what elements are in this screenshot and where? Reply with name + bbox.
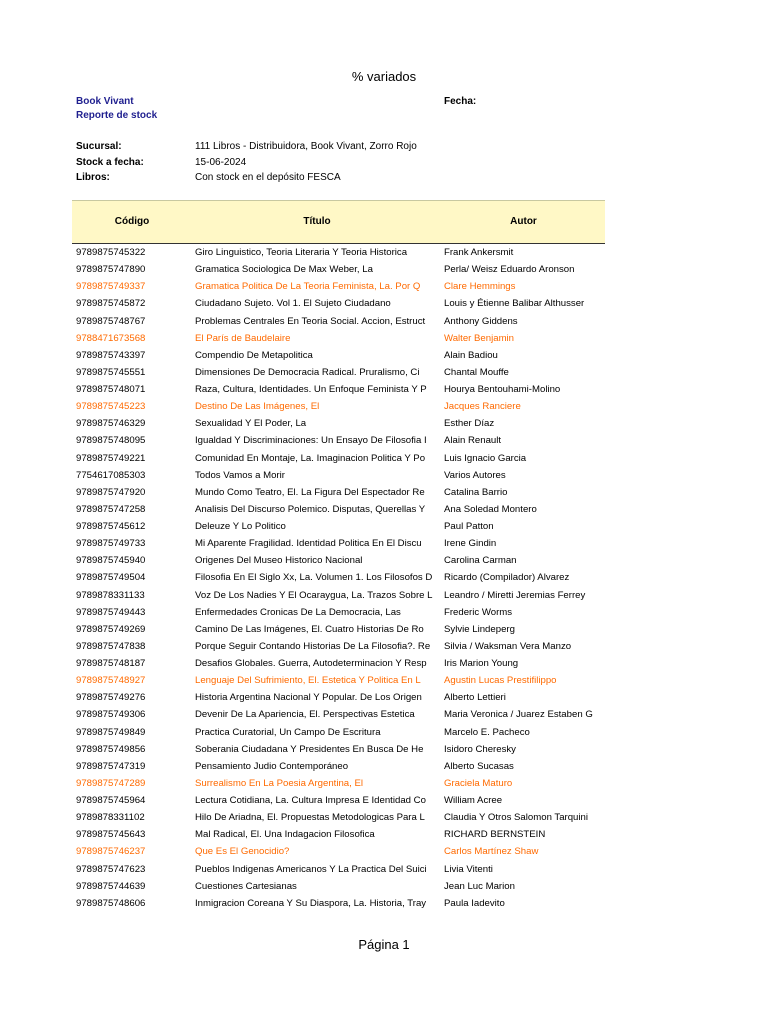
- cell-title: Analisis Del Discurso Polemico. Disputas, Querellas Y: [195, 503, 426, 515]
- table-row: [76, 432, 616, 449]
- cell-code: 9789875747289: [76, 777, 146, 789]
- table-row: [76, 587, 616, 604]
- cell-author: Iris Marion Young: [444, 658, 519, 669]
- cell-title: Giro Linguistico, Teoria Literaria Y Teoria Historica: [195, 247, 408, 258]
- cell-author: Clare Hemmings: [444, 281, 516, 293]
- table-row: [76, 552, 616, 569]
- cell-code: 9789875745940: [76, 555, 146, 567]
- cell-author: Silvia / Waksman Vera Manzo: [444, 640, 572, 652]
- table-row: [76, 775, 616, 792]
- cell-author: Livia Vitenti: [444, 863, 493, 875]
- cell-code: 9789875745322: [76, 247, 146, 258]
- cell-title: Hilo De Ariadna, El. Propuestas Metodologicas Para L: [195, 812, 425, 824]
- cell-title: Surrealismo En La Poesia Argentina, El: [195, 777, 363, 789]
- cell-author: Isidoro Cheresky: [444, 743, 516, 755]
- cell-code: 9789875745643: [76, 829, 146, 841]
- column-header-title: Título: [303, 216, 331, 227]
- cell-title: Mundo Como Teatro, El. La Figura Del Espectador Re: [195, 486, 425, 498]
- date-label: Fecha:: [444, 96, 477, 107]
- cell-title: Mal Radical, El. Una Indagacion Filosofica: [195, 829, 375, 841]
- cell-code: 9789875746329: [76, 418, 146, 430]
- info-value: 111 Libros - Distribuidora, Book Vivant, Zorro Rojo: [195, 141, 417, 152]
- cell-author: Anthony Giddens: [444, 315, 518, 327]
- cell-code: 9789875747623: [76, 863, 146, 875]
- cell-code: 9789875747838: [76, 640, 146, 652]
- cell-title: Problemas Centrales En Teoria Social. Accion, Estruct: [195, 315, 426, 327]
- table-row: [76, 364, 616, 381]
- cell-code: 9789875748927: [76, 675, 146, 687]
- cell-author: Marcelo E. Pacheco: [444, 726, 530, 738]
- cell-title: Voz De Los Nadies Y El Ocaraygua, La. Trazos Sobre L: [195, 589, 433, 601]
- table-header: [72, 200, 605, 244]
- info-label: Libros:: [76, 172, 110, 183]
- cell-author: Maria Veronica / Juarez Estaben G: [444, 709, 593, 721]
- table-row: [76, 843, 616, 860]
- cell-author: Alberto Lettieri: [444, 692, 506, 704]
- cell-title: Cuestiones Cartesianas: [195, 880, 297, 892]
- cell-author: Varios Autores: [444, 469, 506, 481]
- table-row: [76, 398, 616, 415]
- cell-code: 7754617085303: [76, 469, 146, 481]
- cell-author: Perla/ Weisz Eduardo Aronson: [444, 264, 575, 276]
- cell-code: 9789875749849: [76, 726, 146, 738]
- cell-title: Ciudadano Sujeto. Vol 1. El Sujeto Ciudadano: [195, 298, 391, 310]
- cell-author: Ricardo (Compilador) Alvarez: [444, 572, 570, 584]
- cell-code: 9789875748606: [76, 897, 146, 909]
- cell-code: 9789875745223: [76, 401, 146, 413]
- cell-author: Carolina Carman: [444, 555, 517, 567]
- cell-title: El París de Baudelaire: [195, 332, 291, 344]
- cell-title: Filosofia En El Siglo Xx, La. Volumen 1. Los Filosofos D: [195, 572, 433, 584]
- cell-title: Pensamiento Judio Contemporáneo: [195, 760, 349, 772]
- table-row: [76, 484, 616, 501]
- cell-code: 9789875745964: [76, 795, 146, 806]
- cell-code: 9789875747920: [76, 486, 146, 498]
- cell-title: Origenes Del Museo Historico Nacional: [195, 555, 363, 567]
- cell-author: Ana Soledad Montero: [444, 503, 537, 515]
- cell-author: Frank Ankersmit: [444, 247, 514, 258]
- cell-author: Graciela Maturo: [444, 777, 513, 789]
- table-row: [76, 724, 616, 741]
- cell-code: 9789875745612: [76, 521, 146, 532]
- table-row: [76, 792, 616, 809]
- table-row: [76, 415, 616, 432]
- info-label: Sucursal:: [76, 141, 122, 152]
- cell-code: 9789875749221: [76, 452, 146, 464]
- cell-author: Chantal Mouffe: [444, 366, 509, 378]
- table-row: [76, 569, 616, 586]
- cell-code: 9789878331102: [76, 812, 145, 824]
- cell-author: Alain Badiou: [444, 349, 498, 361]
- cell-title: Deleuze Y Lo Politico: [195, 521, 286, 532]
- table-row: [76, 689, 616, 706]
- cell-title: Desafios Globales. Guerra, Autodeterminacion Y Resp: [195, 658, 427, 669]
- cell-code: 9788471673568: [76, 332, 146, 344]
- cell-code: 9789875748187: [76, 658, 146, 669]
- cell-title: Historia Argentina Nacional Y Popular. De Los Origen: [195, 692, 422, 704]
- table-row: [76, 535, 616, 552]
- cell-title: Mi Aparente Fragilidad. Identidad Politica En El Discu: [195, 538, 422, 550]
- cell-code: 9789875749443: [76, 606, 146, 618]
- table-body: [76, 244, 616, 912]
- cell-title: Que Es El Genocidio?: [195, 846, 290, 858]
- cell-title: Raza, Cultura, Identidades. Un Enfoque Feminista Y P: [195, 384, 427, 395]
- cell-author: Luis Ignacio Garcia: [444, 452, 527, 464]
- table-row: [76, 313, 616, 330]
- table-row: [76, 501, 616, 518]
- cell-title: Compendio De Metapolitica: [195, 349, 313, 361]
- column-header-code: Código: [114, 216, 150, 227]
- cell-author: Claudia Y Otros Salomon Tarquini: [444, 812, 588, 824]
- cell-code: 9789875749504: [76, 572, 146, 584]
- cell-title: Inmigracion Coreana Y Su Diaspora, La. Historia, Tray: [195, 897, 427, 909]
- cell-code: 9789875749337: [76, 281, 146, 293]
- cell-code: 9789875747890: [76, 264, 146, 276]
- cell-author: Paula Iadevito: [444, 897, 505, 909]
- cell-author: William Acree: [444, 795, 503, 806]
- cell-author: Carlos Martínez Shaw: [444, 846, 539, 858]
- cell-code: 9789875749306: [76, 709, 146, 721]
- cell-title: Soberania Ciudadana Y Presidentes En Busca De He: [195, 743, 424, 755]
- cell-title: Comunidad En Montaje, La. Imaginacion Politica Y Po: [195, 452, 426, 464]
- cell-title: Sexualidad Y El Poder, La: [195, 418, 307, 430]
- table-row: [76, 347, 616, 364]
- cell-code: 9789875748071: [76, 384, 146, 395]
- cell-author: Paul Patton: [444, 521, 494, 532]
- cell-code: 9789878331133: [76, 589, 145, 601]
- table-row: [76, 655, 616, 672]
- cell-title: Porque Seguir Contando Historias De La Filosofia?. Re: [195, 640, 431, 652]
- table-row: [76, 861, 616, 878]
- cell-code: 9789875745872: [76, 298, 146, 310]
- page-title: % variados: [351, 69, 417, 84]
- table-row: [76, 244, 616, 261]
- cell-title: Destino De Las Imágenes, El: [195, 401, 320, 413]
- cell-author: Louis y Étienne Balibar Althusser: [444, 298, 585, 310]
- table-row: [76, 604, 616, 621]
- table-row: [76, 330, 616, 347]
- cell-author: Walter Benjamin: [444, 332, 515, 344]
- cell-code: 9789875744639: [76, 880, 146, 892]
- info-value: Con stock en el depósito FESCA: [195, 172, 341, 183]
- table-row: [76, 741, 616, 758]
- cell-author: Alain Renault: [444, 435, 502, 447]
- table-row: [76, 826, 616, 843]
- cell-code: 9789875748095: [76, 435, 146, 447]
- cell-title: Dimensiones De Democracia Radical. Pruralismo, Ci: [195, 366, 420, 378]
- table-row: [76, 518, 616, 535]
- cell-code: 9789875743397: [76, 349, 146, 361]
- cell-author: RICHARD BERNSTEIN: [444, 829, 546, 841]
- cell-author: Alberto Sucasas: [444, 760, 514, 772]
- cell-author: Catalina Barrio: [444, 486, 508, 498]
- table-row: [76, 878, 616, 895]
- table-row: [76, 278, 616, 295]
- table-row: [76, 672, 616, 689]
- table-row: [76, 706, 616, 723]
- cell-title: Pueblos Indigenas Americanos Y La Practica Del Suici: [195, 863, 427, 875]
- info-value: 15-06-2024: [195, 156, 247, 168]
- cell-author: Leandro / Miretti Jeremias Ferrey: [444, 589, 586, 601]
- cell-author: Esther Díaz: [444, 418, 495, 430]
- cell-title: Todos Vamos a Morir: [195, 469, 285, 481]
- cell-author: Jean Luc Marion: [444, 880, 515, 892]
- cell-title: Enfermedades Cronicas De La Democracia, Las: [195, 606, 401, 618]
- cell-title: Camino De Las Imágenes, El. Cuatro Historias De Ro: [195, 623, 424, 635]
- table-row: [76, 895, 616, 912]
- cell-code: 9789875749733: [76, 538, 146, 550]
- cell-author: Sylvie Lindeperg: [444, 623, 515, 635]
- table-row: [76, 261, 616, 278]
- cell-code: 9789875746237: [76, 846, 146, 858]
- table-row: [76, 758, 616, 775]
- cell-author: Agustin Lucas Prestifilippo: [444, 675, 557, 687]
- report-header: [76, 95, 157, 123]
- cell-title: Lectura Cotidiana, La. Cultura Impresa E Identidad Co: [195, 795, 426, 806]
- table-row: [76, 450, 616, 467]
- table-row: [76, 638, 616, 655]
- column-header-author: Autor: [510, 216, 537, 227]
- cell-code: 9789875745551: [76, 366, 146, 378]
- table-row: [76, 381, 616, 398]
- table-row: [76, 467, 616, 484]
- report-subtitle: Reporte de stock: [76, 110, 158, 121]
- table-row: [76, 809, 616, 826]
- info-label: Stock a fecha:: [76, 156, 144, 168]
- cell-author: Irene Gindin: [444, 538, 497, 550]
- cell-title: Devenir De La Apariencia, El. Perspectivas Estetica: [195, 709, 415, 721]
- cell-code: 9789875748767: [76, 315, 146, 327]
- table-row: [76, 295, 616, 312]
- cell-author: Jacques Ranciere: [444, 401, 521, 413]
- table-row: [76, 621, 616, 638]
- cell-title: Gramatica Politica De La Teoria Feminista, La. Por Q: [195, 281, 421, 293]
- cell-title: Practica Curatorial, Un Campo De Escritura: [195, 726, 381, 738]
- cell-author: Frederic Worms: [444, 606, 513, 618]
- cell-code: 9789875749269: [76, 623, 146, 635]
- page-number: Página 1: [358, 937, 410, 952]
- cell-code: 9789875749276: [76, 692, 146, 704]
- cell-author: Hourya Bentouhami-Molino: [444, 384, 561, 395]
- cell-title: Gramatica Sociologica De Max Weber, La: [195, 264, 373, 276]
- company-name: Book Vivant: [76, 96, 134, 107]
- cell-code: 9789875749856: [76, 743, 146, 755]
- cell-title: Lenguaje Del Sufrimiento, El. Estetica Y Politica En L: [195, 675, 421, 687]
- cell-code: 9789875747319: [76, 760, 146, 772]
- cell-title: Igualdad Y Discriminaciones: Un Ensayo De Filosofia I: [195, 435, 427, 447]
- cell-code: 9789875747258: [76, 503, 146, 515]
